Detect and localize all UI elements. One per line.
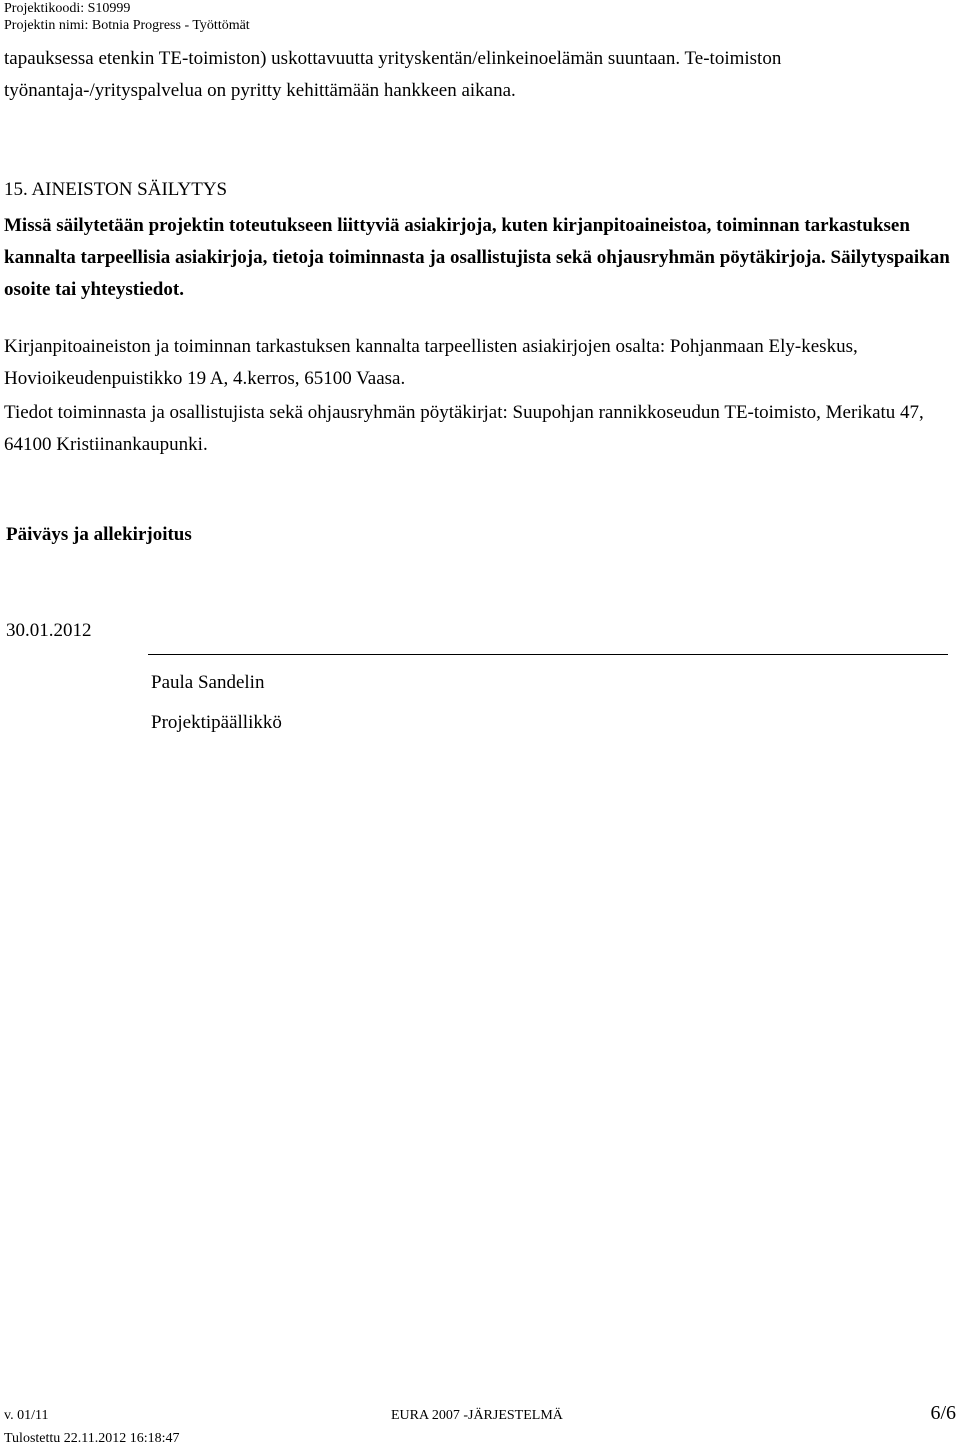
signer-name: Paula Sandelin — [151, 672, 265, 693]
page-number: 6/6 — [930, 1402, 956, 1424]
signature-line — [148, 654, 948, 655]
section-heading: 15. AINEISTON SÄILYTYS — [4, 179, 228, 200]
signature-date: 30.01.2012 — [6, 620, 92, 641]
project-code: Projektikoodi: S10999 — [4, 1, 131, 16]
page-header — [4, 0, 250, 34]
section-question: Missä säilytetään projektin toteutukseen liittyviä asiakirjoja, kuten kirjanpitoaineistoa, toiminnan tarkastuksen kannalta tarpeellisia asiakirjoja, tietoja toiminnasta ja osallistujista sekä ohjausryhmän pöytäkirjoja. Säilytyspaikan osoite tai yhteystiedot. — [4, 215, 950, 300]
storage-answer-activities: Tiedot toiminnasta ja osallistujista sekä ohjausryhmän pöytäkirjat: Suupohjan rannikkoseudun TE-toimisto, Merikatu 47, 64100 Kristiinankaupunki. — [4, 402, 924, 455]
footer-printed-timestamp: Tulostettu 22.11.2012 16:18:47 — [4, 1431, 180, 1446]
storage-answer-accounting: Kirjanpitoaineiston ja toiminnan tarkastuksen kannalta tarpeellisten asiakirjojen osalta: Pohjanmaan Ely-keskus, Hovioikeudenpuistikko 19 A, 4.kerros, 65100 Vaasa. — [4, 336, 858, 389]
project-name: Projektin nimi: Botnia Progress - Työttömät — [4, 18, 250, 33]
intro-paragraph: tapauksessa etenkin TE-toimiston) uskottavuutta yrityskentän/elinkeinoelämän suuntaan. Te-toimiston työnantaja-/yrityspalvelua on pyritty kehittämään hankkeen aikana. — [4, 48, 782, 101]
signature-title: Päiväys ja allekirjoitus — [6, 524, 192, 545]
footer-system-name: EURA 2007 -JÄRJESTELMÄ — [391, 1408, 563, 1423]
footer-version: v. 01/11 — [4, 1408, 49, 1423]
signer-role: Projektipäällikkö — [151, 712, 282, 733]
